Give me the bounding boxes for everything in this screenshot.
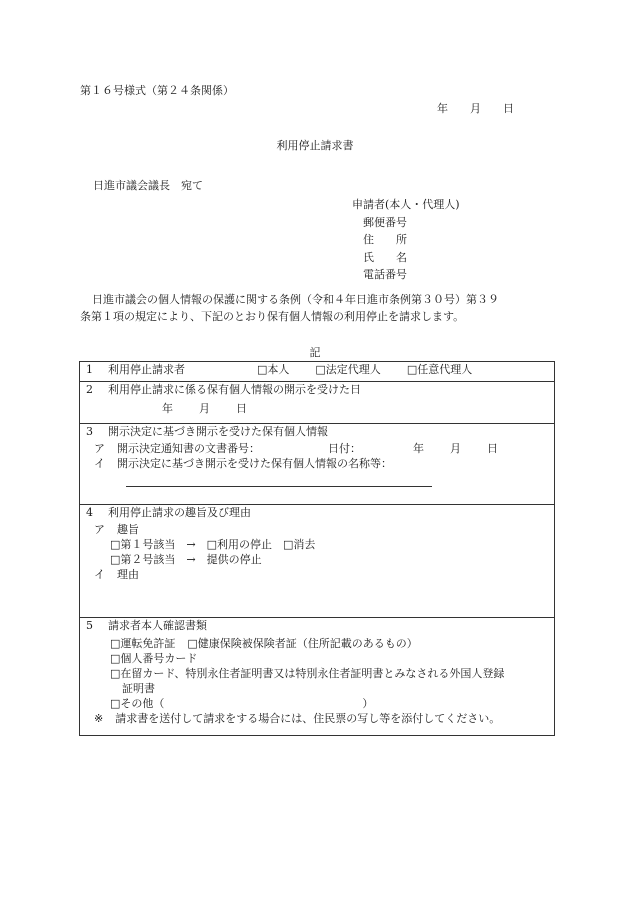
ki-heading: 記 bbox=[309, 346, 321, 359]
item-mark-i: イ bbox=[94, 568, 105, 581]
notice-date-label: 日付： bbox=[328, 442, 361, 455]
section-label: 利用停止請求に係る保有個人情報の開示を受けた日 bbox=[108, 383, 361, 396]
disclosure-date-field[interactable] bbox=[86, 401, 548, 416]
address-label: 住 所 bbox=[363, 233, 407, 246]
postal-code-label: 郵便番号 bbox=[363, 215, 407, 229]
statement-line-2: 条第１項の規定により、下記のとおり保有個人情報の利用停止を請求します。 bbox=[80, 310, 465, 323]
document-number-row bbox=[86, 441, 548, 456]
option-item-2[interactable]: □第２号該当 → 提供の停止 bbox=[110, 553, 262, 566]
item-mark-i: イ bbox=[94, 457, 105, 470]
phone-label: 電話番号 bbox=[363, 268, 407, 281]
residence-card-continued: 証明書 bbox=[122, 682, 155, 695]
date-year-label: 年 bbox=[437, 102, 448, 115]
section-label: 利用停止請求の趣旨及び理由 bbox=[108, 506, 251, 519]
statement-line-1: 日進市議会の個人情報の保護に関する条例（令和４年日進市条例第３０号）第３９ bbox=[92, 293, 499, 306]
document-title: 利用停止請求書 bbox=[276, 139, 354, 152]
reason-label: 理由 bbox=[117, 568, 139, 581]
checkbox-health-insurance[interactable]: □健康保険被保険者証（住所記載のあるもの） bbox=[187, 637, 418, 650]
document-number-label: 開示決定通知書の文書番号： bbox=[117, 442, 260, 455]
section-label: 利用停止請求者 bbox=[108, 363, 185, 376]
checkbox-drivers-license[interactable]: □運転免許証 bbox=[110, 637, 176, 650]
section-number: 4 bbox=[86, 506, 93, 519]
checkbox-residence-card[interactable]: □在留カード、特別永住者証明書又は特別永住者証明書とみなされる外国人登録 bbox=[110, 667, 505, 680]
disclosure-day-label: 日 bbox=[236, 402, 247, 415]
requester-options bbox=[257, 363, 472, 376]
item-mark-a: ア bbox=[94, 523, 105, 536]
checkbox-other[interactable]: □その他（ bbox=[110, 697, 165, 710]
addressee: 日進市議会議長 宛て bbox=[93, 179, 203, 192]
request-statement bbox=[80, 291, 552, 325]
checkbox-my-number-card[interactable]: □個人番号カード bbox=[110, 652, 198, 665]
info-name-label: 開示決定に基づき開示を受けた保有個人情報の名称等： bbox=[117, 457, 392, 470]
mailing-note bbox=[86, 711, 548, 726]
checkbox-legal-representative[interactable]: □法定代理人 bbox=[315, 363, 381, 376]
applicant-block bbox=[352, 196, 460, 284]
checkbox-voluntary-representative[interactable]: □任意代理人 bbox=[406, 363, 473, 376]
disclosure-year-label: 年 bbox=[162, 402, 173, 415]
section-number: 2 bbox=[86, 383, 93, 396]
request-form-table bbox=[79, 361, 555, 736]
date-month-label: 月 bbox=[470, 102, 481, 115]
date-day-label: 日 bbox=[503, 102, 514, 115]
option-item-1[interactable]: □第１号該当 → □利用の停止 □消去 bbox=[110, 538, 316, 551]
note-text: 請求書を送付して請求をする場合には、住民票の写し等を添付してください。 bbox=[115, 712, 501, 725]
name-label: 氏 名 bbox=[363, 250, 407, 264]
section-number: 3 bbox=[86, 425, 93, 438]
header-date bbox=[437, 102, 514, 115]
section-requester bbox=[80, 362, 555, 382]
info-name-row bbox=[86, 456, 548, 471]
applicant-label: 申請者(本人・代理人) bbox=[352, 198, 460, 211]
section-disclosure-date bbox=[80, 382, 555, 424]
other-close-paren: ） bbox=[362, 697, 374, 710]
section-disclosed-info bbox=[80, 424, 555, 505]
section-number: 1 bbox=[86, 363, 93, 376]
section-purpose-reason bbox=[80, 505, 555, 618]
section-identity-documents bbox=[80, 618, 555, 736]
section-label: 請求者本人確認書類 bbox=[108, 619, 207, 632]
disclosure-month-label: 月 bbox=[199, 402, 210, 415]
notice-day-label: 日 bbox=[487, 442, 498, 455]
section-number: 5 bbox=[86, 619, 93, 632]
notice-month-label: 月 bbox=[450, 442, 461, 455]
checkbox-self[interactable]: □本人 bbox=[257, 363, 290, 376]
item-mark-a: ア bbox=[94, 442, 105, 455]
notice-year-label: 年 bbox=[413, 442, 424, 455]
section-label: 開示決定に基づき開示を受けた保有個人情報 bbox=[108, 425, 328, 438]
note-mark: ※ bbox=[94, 712, 104, 725]
purpose-label: 趣旨 bbox=[117, 523, 139, 536]
form-number: 第１６号様式（第２４条関係） bbox=[80, 84, 234, 97]
info-name-input-line[interactable] bbox=[126, 485, 432, 487]
